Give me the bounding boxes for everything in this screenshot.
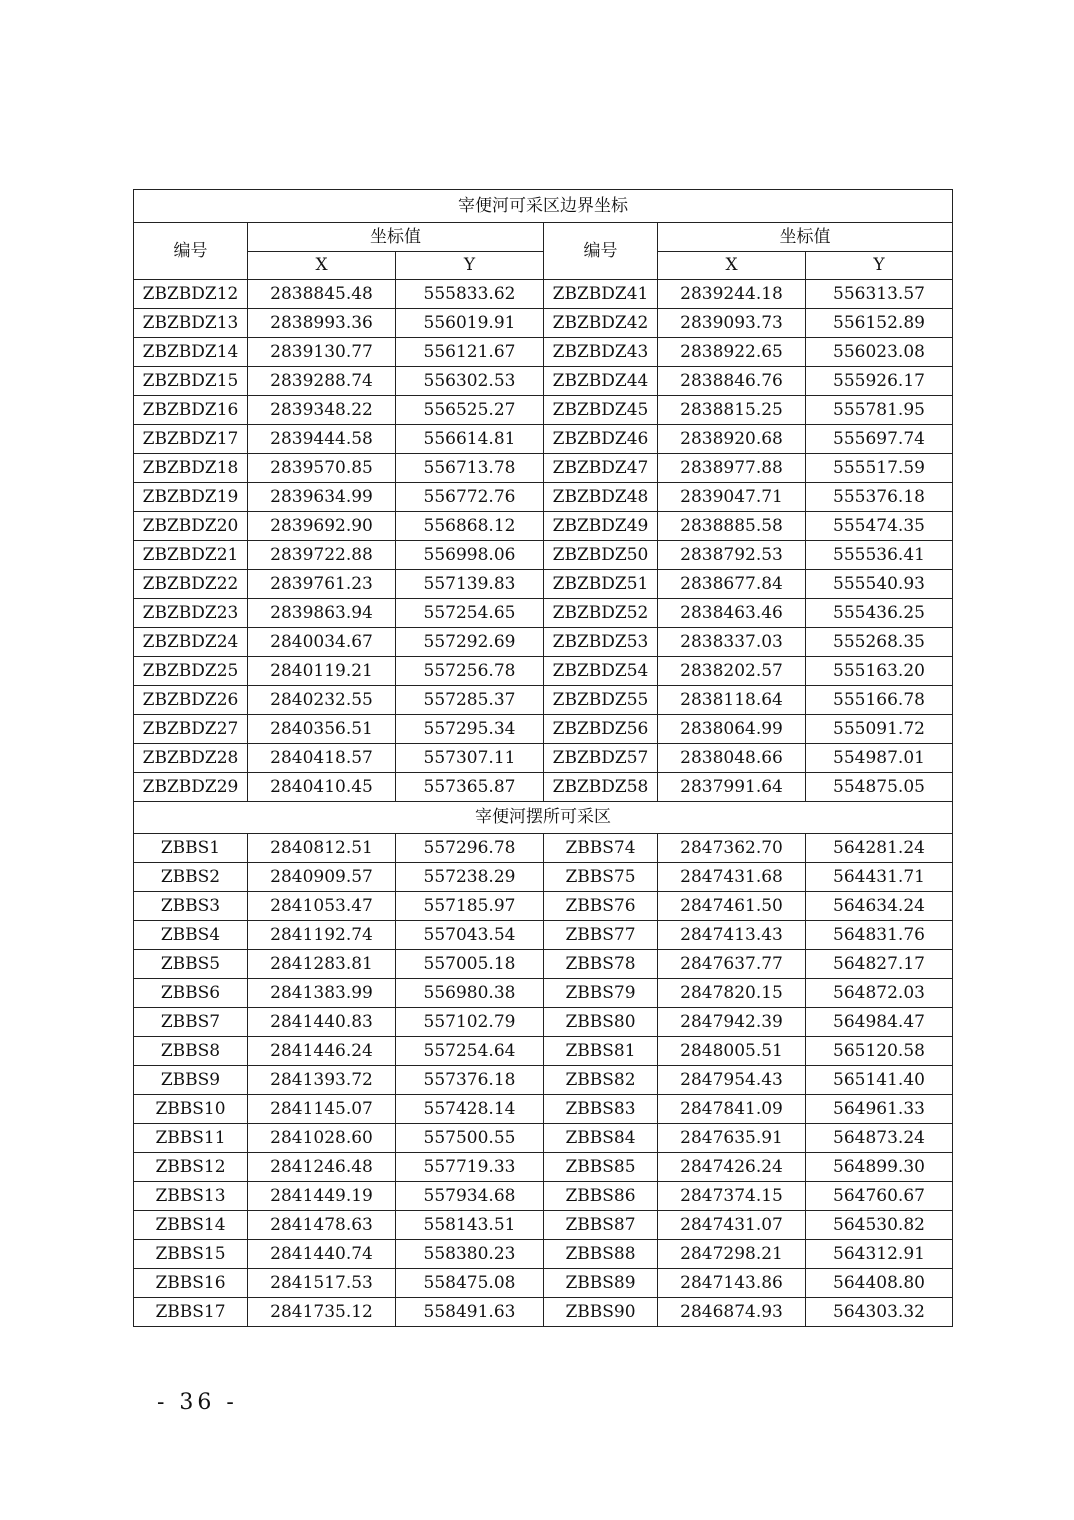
table-cell: 2841440.83 xyxy=(248,1008,396,1037)
table-cell: 2840812.51 xyxy=(248,834,396,863)
table-cell: ZBZBDZ15 xyxy=(134,367,248,396)
table-cell: 2841393.72 xyxy=(248,1066,396,1095)
table-cell: 558475.08 xyxy=(396,1269,544,1298)
table-header-row xyxy=(134,223,953,252)
table-cell: 555926.17 xyxy=(806,367,953,396)
y-header-right: Y xyxy=(806,252,953,280)
table-cell: ZBZBDZ14 xyxy=(134,338,248,367)
table-cell: 556980.38 xyxy=(396,979,544,1008)
table-cell: ZBBS87 xyxy=(544,1211,658,1240)
table-cell: 556121.67 xyxy=(396,338,544,367)
table-cell: 554987.01 xyxy=(806,744,953,773)
table-cell: ZBZBDZ43 xyxy=(544,338,658,367)
table-cell: 2840232.55 xyxy=(248,686,396,715)
table-cell: 565141.40 xyxy=(806,1066,953,1095)
table-cell: ZBZBDZ16 xyxy=(134,396,248,425)
table-cell: ZBBS13 xyxy=(134,1182,248,1211)
table-cell: 557139.83 xyxy=(396,570,544,599)
table-cell: 2838815.25 xyxy=(658,396,806,425)
table-cell: 564984.47 xyxy=(806,1008,953,1037)
table-cell: 557376.18 xyxy=(396,1066,544,1095)
table-row xyxy=(134,338,953,367)
table-cell: ZBZBDZ45 xyxy=(544,396,658,425)
table-row xyxy=(134,570,953,599)
table-cell: ZBBS8 xyxy=(134,1037,248,1066)
table-cell: 557043.54 xyxy=(396,921,544,950)
table-cell: 557500.55 xyxy=(396,1124,544,1153)
table-row xyxy=(134,425,953,454)
table-row xyxy=(134,744,953,773)
table-cell: 2841283.81 xyxy=(248,950,396,979)
table-cell: 2847143.86 xyxy=(658,1269,806,1298)
table-cell: 2839722.88 xyxy=(248,541,396,570)
table-cell: 557102.79 xyxy=(396,1008,544,1037)
table-cell: 2841145.07 xyxy=(248,1095,396,1124)
table-cell: 2840034.67 xyxy=(248,628,396,657)
coord-header-right: 坐标值 xyxy=(658,223,953,252)
table-cell: ZBBS10 xyxy=(134,1095,248,1124)
table-cell: 2840356.51 xyxy=(248,715,396,744)
table-cell: 2839093.73 xyxy=(658,309,806,338)
table-cell: ZBZBDZ50 xyxy=(544,541,658,570)
table-cell: 564408.80 xyxy=(806,1269,953,1298)
table-cell: ZBZBDZ13 xyxy=(134,309,248,338)
table-cell: 555091.72 xyxy=(806,715,953,744)
table-cell: ZBBS11 xyxy=(134,1124,248,1153)
table-cell: 556302.53 xyxy=(396,367,544,396)
table-cell: 2839244.18 xyxy=(658,280,806,309)
table-cell: 564530.82 xyxy=(806,1211,953,1240)
table-cell: 2840410.45 xyxy=(248,773,396,802)
table-cell: 2838202.57 xyxy=(658,657,806,686)
table-cell: ZBBS78 xyxy=(544,950,658,979)
table-cell: 2847426.24 xyxy=(658,1153,806,1182)
table-cell: 555536.41 xyxy=(806,541,953,570)
id-header-right: 编号 xyxy=(544,223,658,280)
table-cell: 2841028.60 xyxy=(248,1124,396,1153)
table-cell: ZBBS79 xyxy=(544,979,658,1008)
table-cell: 554875.05 xyxy=(806,773,953,802)
table-cell: 556614.81 xyxy=(396,425,544,454)
boundary-coordinates-table xyxy=(133,189,953,1327)
table-cell: 2847637.77 xyxy=(658,950,806,979)
table-cell: 2839570.85 xyxy=(248,454,396,483)
table-cell: ZBZBDZ51 xyxy=(544,570,658,599)
table-cell: 557292.69 xyxy=(396,628,544,657)
table-cell: ZBZBDZ17 xyxy=(134,425,248,454)
table-cell: 2838922.65 xyxy=(658,338,806,367)
table-cell: 557005.18 xyxy=(396,950,544,979)
table-cell: 555163.20 xyxy=(806,657,953,686)
table-row xyxy=(134,309,953,338)
table-cell: 2847431.07 xyxy=(658,1211,806,1240)
table-cell: 556525.27 xyxy=(396,396,544,425)
table-row xyxy=(134,950,953,979)
table-row xyxy=(134,979,953,1008)
table-cell: 555474.35 xyxy=(806,512,953,541)
table-cell: 557296.78 xyxy=(396,834,544,863)
table-cell: 555517.59 xyxy=(806,454,953,483)
table-cell: 2839634.99 xyxy=(248,483,396,512)
table-cell: 557295.34 xyxy=(396,715,544,744)
table-title-row xyxy=(134,190,953,223)
table-row xyxy=(134,834,953,863)
table-cell: 2838337.03 xyxy=(658,628,806,657)
table-cell: ZBZBDZ49 xyxy=(544,512,658,541)
table-cell: 2847431.68 xyxy=(658,863,806,892)
table-cell: 564303.32 xyxy=(806,1298,953,1327)
table-cell: 2839288.74 xyxy=(248,367,396,396)
table-cell: 2838845.48 xyxy=(248,280,396,309)
table-cell: 2838064.99 xyxy=(658,715,806,744)
table-cell: ZBZBDZ44 xyxy=(544,367,658,396)
x-header-right: X xyxy=(658,252,806,280)
table-cell: 2840418.57 xyxy=(248,744,396,773)
table-cell: 2841053.47 xyxy=(248,892,396,921)
table-cell: 564312.91 xyxy=(806,1240,953,1269)
table-cell: 555833.62 xyxy=(396,280,544,309)
table-cell: 2839130.77 xyxy=(248,338,396,367)
table-row xyxy=(134,892,953,921)
table-cell: 2838920.68 xyxy=(658,425,806,454)
table-cell: 2839444.58 xyxy=(248,425,396,454)
table-cell: ZBBS14 xyxy=(134,1211,248,1240)
table-cell: 2841192.74 xyxy=(248,921,396,950)
table-row xyxy=(134,1153,953,1182)
table-cell: 557285.37 xyxy=(396,686,544,715)
table-cell: ZBBS2 xyxy=(134,863,248,892)
table-cell: 556998.06 xyxy=(396,541,544,570)
table-cell: ZBZBDZ52 xyxy=(544,599,658,628)
table-cell: ZBZBDZ48 xyxy=(544,483,658,512)
table-cell: ZBZBDZ54 xyxy=(544,657,658,686)
table-row xyxy=(134,657,953,686)
table-cell: ZBBS86 xyxy=(544,1182,658,1211)
table-row xyxy=(134,773,953,802)
table-cell: ZBBS16 xyxy=(134,1269,248,1298)
table-cell: 557238.29 xyxy=(396,863,544,892)
table-cell: ZBZBDZ24 xyxy=(134,628,248,657)
table-cell: 2838977.88 xyxy=(658,454,806,483)
table-row xyxy=(134,1240,953,1269)
table-cell: ZBBS84 xyxy=(544,1124,658,1153)
table-cell: 2838792.53 xyxy=(658,541,806,570)
table-cell: ZBBS75 xyxy=(544,863,658,892)
table-cell: ZBZBDZ22 xyxy=(134,570,248,599)
table-cell: 557428.14 xyxy=(396,1095,544,1124)
table-cell: 556019.91 xyxy=(396,309,544,338)
table-cell: 2839348.22 xyxy=(248,396,396,425)
table-cell: 564961.33 xyxy=(806,1095,953,1124)
table-cell: 2838846.76 xyxy=(658,367,806,396)
table-cell: ZBZBDZ58 xyxy=(544,773,658,802)
table-cell: 2840119.21 xyxy=(248,657,396,686)
table-cell: 2841383.99 xyxy=(248,979,396,1008)
table-row xyxy=(134,367,953,396)
table-cell: 2847413.43 xyxy=(658,921,806,950)
table-cell: 555268.35 xyxy=(806,628,953,657)
table-cell: ZBBS6 xyxy=(134,979,248,1008)
table-cell: ZBZBDZ19 xyxy=(134,483,248,512)
table-cell: 2838677.84 xyxy=(658,570,806,599)
table-cell: ZBBS83 xyxy=(544,1095,658,1124)
table-cell: ZBBS77 xyxy=(544,921,658,950)
table-cell: 555436.25 xyxy=(806,599,953,628)
y-header-left: Y xyxy=(396,252,544,280)
table-cell: ZBBS12 xyxy=(134,1153,248,1182)
table-cell: 2841246.48 xyxy=(248,1153,396,1182)
table-row xyxy=(134,1182,953,1211)
table-cell: 2847820.15 xyxy=(658,979,806,1008)
table-cell: 558143.51 xyxy=(396,1211,544,1240)
table-cell: 2847461.50 xyxy=(658,892,806,921)
table-cell: 556713.78 xyxy=(396,454,544,483)
table-row xyxy=(134,1124,953,1153)
table-cell: 557254.65 xyxy=(396,599,544,628)
table-cell: ZBBS74 xyxy=(544,834,658,863)
table-cell: ZBBS7 xyxy=(134,1008,248,1037)
table-cell: ZBZBDZ47 xyxy=(544,454,658,483)
table-cell: ZBZBDZ26 xyxy=(134,686,248,715)
table-cell: ZBZBDZ25 xyxy=(134,657,248,686)
table-cell: 2838993.36 xyxy=(248,309,396,338)
table-cell: 564827.17 xyxy=(806,950,953,979)
table-cell: 564760.67 xyxy=(806,1182,953,1211)
table-cell: ZBZBDZ42 xyxy=(544,309,658,338)
table-cell: ZBBS1 xyxy=(134,834,248,863)
table-row xyxy=(134,1298,953,1327)
table-row xyxy=(134,280,953,309)
table-cell: ZBBS15 xyxy=(134,1240,248,1269)
table-cell: 564873.24 xyxy=(806,1124,953,1153)
section-title: 宰便河摆所可采区 xyxy=(134,802,953,834)
table-cell: ZBZBDZ28 xyxy=(134,744,248,773)
table-cell: ZBZBDZ57 xyxy=(544,744,658,773)
table-cell: 2846874.93 xyxy=(658,1298,806,1327)
table-cell: ZBBS4 xyxy=(134,921,248,950)
table-cell: 2848005.51 xyxy=(658,1037,806,1066)
table-cell: ZBZBDZ21 xyxy=(134,541,248,570)
table-cell: ZBBS17 xyxy=(134,1298,248,1327)
table-cell: ZBBS5 xyxy=(134,950,248,979)
table-cell: 2841440.74 xyxy=(248,1240,396,1269)
table-row xyxy=(134,921,953,950)
table-cell: 557307.11 xyxy=(396,744,544,773)
table-cell: 557365.87 xyxy=(396,773,544,802)
table-cell: 564899.30 xyxy=(806,1153,953,1182)
table-row xyxy=(134,1211,953,1240)
table-cell: ZBBS90 xyxy=(544,1298,658,1327)
section-title-row xyxy=(134,802,953,834)
table-cell: ZBZBDZ56 xyxy=(544,715,658,744)
table-cell: 2847635.91 xyxy=(658,1124,806,1153)
table-row xyxy=(134,483,953,512)
id-header-left: 编号 xyxy=(134,223,248,280)
table-cell: 557256.78 xyxy=(396,657,544,686)
table-row xyxy=(134,628,953,657)
table-cell: 2839692.90 xyxy=(248,512,396,541)
table-row xyxy=(134,1066,953,1095)
table-cell: 2847954.43 xyxy=(658,1066,806,1095)
table-cell: ZBZBDZ27 xyxy=(134,715,248,744)
table-cell: 2841446.24 xyxy=(248,1037,396,1066)
table-cell: ZBZBDZ41 xyxy=(544,280,658,309)
table-cell: ZBZBDZ12 xyxy=(134,280,248,309)
table-cell: 2838463.46 xyxy=(658,599,806,628)
table-cell: 564831.76 xyxy=(806,921,953,950)
table-cell: 565120.58 xyxy=(806,1037,953,1066)
table-cell: 2839863.94 xyxy=(248,599,396,628)
table-cell: ZBZBDZ23 xyxy=(134,599,248,628)
table-row xyxy=(134,1037,953,1066)
table-cell: ZBZBDZ29 xyxy=(134,773,248,802)
table-cell: 555540.93 xyxy=(806,570,953,599)
table-cell: 556868.12 xyxy=(396,512,544,541)
table-cell: 558380.23 xyxy=(396,1240,544,1269)
coord-header-left: 坐标值 xyxy=(248,223,544,252)
table-cell: 2838048.66 xyxy=(658,744,806,773)
table-cell: ZBBS82 xyxy=(544,1066,658,1095)
table-cell: ZBBS9 xyxy=(134,1066,248,1095)
table-cell: ZBZBDZ46 xyxy=(544,425,658,454)
table-cell: 557934.68 xyxy=(396,1182,544,1211)
table-cell: 2847298.21 xyxy=(658,1240,806,1269)
table-title: 宰便河可采区边界坐标 xyxy=(134,190,953,223)
table-cell: 557719.33 xyxy=(396,1153,544,1182)
table-cell: ZBBS88 xyxy=(544,1240,658,1269)
table-cell: 2847362.70 xyxy=(658,834,806,863)
table-cell: 2838118.64 xyxy=(658,686,806,715)
table-cell: 564634.24 xyxy=(806,892,953,921)
table-cell: ZBBS85 xyxy=(544,1153,658,1182)
table-cell: ZBBS80 xyxy=(544,1008,658,1037)
table-cell: ZBBS89 xyxy=(544,1269,658,1298)
table-cell: ZBZBDZ55 xyxy=(544,686,658,715)
table-cell: 2838885.58 xyxy=(658,512,806,541)
table-subheader-row xyxy=(134,252,953,280)
table-row xyxy=(134,715,953,744)
table-cell: 2841449.19 xyxy=(248,1182,396,1211)
table-row xyxy=(134,1095,953,1124)
table-cell: 2847841.09 xyxy=(658,1095,806,1124)
table-cell: 558491.63 xyxy=(396,1298,544,1327)
table-cell: ZBBS3 xyxy=(134,892,248,921)
table-row xyxy=(134,454,953,483)
table-cell: ZBZBDZ20 xyxy=(134,512,248,541)
table-cell: ZBBS81 xyxy=(544,1037,658,1066)
table-row xyxy=(134,396,953,425)
table-cell: 564872.03 xyxy=(806,979,953,1008)
table-cell: 2840909.57 xyxy=(248,863,396,892)
table-cell: 555781.95 xyxy=(806,396,953,425)
table-cell: 556772.76 xyxy=(396,483,544,512)
table-cell: 564281.24 xyxy=(806,834,953,863)
table-cell: 564431.71 xyxy=(806,863,953,892)
table-cell: 2841517.53 xyxy=(248,1269,396,1298)
table-cell: 557185.97 xyxy=(396,892,544,921)
page-number: - 36 - xyxy=(157,1390,238,1415)
table-cell: 2847942.39 xyxy=(658,1008,806,1037)
table-cell: 2839047.71 xyxy=(658,483,806,512)
table-cell: ZBZBDZ53 xyxy=(544,628,658,657)
x-header-left: X xyxy=(248,252,396,280)
table-cell: 555166.78 xyxy=(806,686,953,715)
table-cell: 556313.57 xyxy=(806,280,953,309)
table-cell: 2847374.15 xyxy=(658,1182,806,1211)
table-row xyxy=(134,541,953,570)
table-row xyxy=(134,686,953,715)
table-cell: 556152.89 xyxy=(806,309,953,338)
table-cell: 2837991.64 xyxy=(658,773,806,802)
table-row xyxy=(134,512,953,541)
table-cell: 555376.18 xyxy=(806,483,953,512)
table-cell: 557254.64 xyxy=(396,1037,544,1066)
table-cell: 2841735.12 xyxy=(248,1298,396,1327)
table-row xyxy=(134,1269,953,1298)
table-row xyxy=(134,599,953,628)
table-cell: 556023.08 xyxy=(806,338,953,367)
table-row xyxy=(134,863,953,892)
table-row xyxy=(134,1008,953,1037)
table-cell: 2841478.63 xyxy=(248,1211,396,1240)
table-cell: ZBZBDZ18 xyxy=(134,454,248,483)
table-cell: 2839761.23 xyxy=(248,570,396,599)
table-cell: 555697.74 xyxy=(806,425,953,454)
table-cell: ZBBS76 xyxy=(544,892,658,921)
